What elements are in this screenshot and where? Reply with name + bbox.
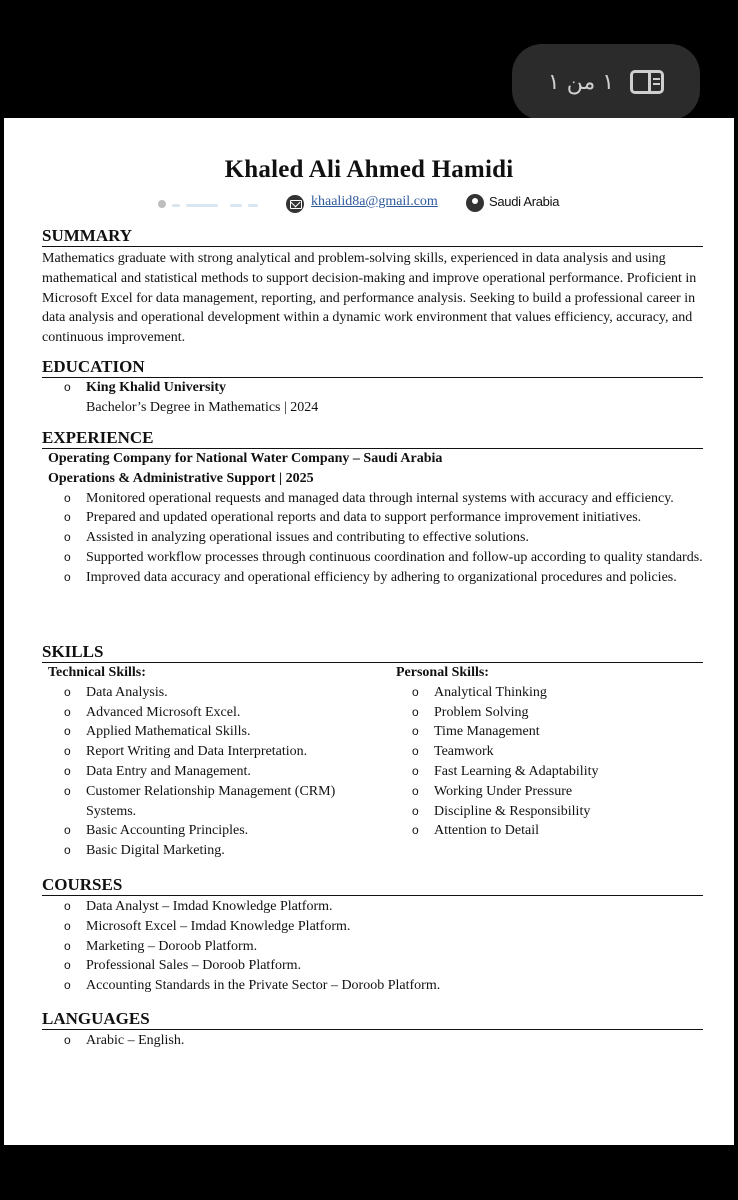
location-text: Saudi Arabia (489, 194, 560, 209)
summary-text: Mathematics graduate with strong analytical and problem-solving skills, experienced in data analysis and using mathematical and statistical methods to support decision-making and improve operational performance. Proficient in Microsoft Excel for data management, reporting, and performance analysis. Seeking to build a professional career in data analysis and operational development within a dynamic work environment that values efficiency, accuracy, and continuous improvement. (42, 251, 697, 346)
list-item: o Microsoft Excel – Imdad Knowledge Platform. (42, 917, 703, 937)
book-pages-icon (630, 70, 664, 94)
list-item: o Analytical Thinking (390, 683, 703, 703)
courses-heading: COURSES (42, 875, 703, 896)
list-item: o Data Analysis. (42, 683, 362, 703)
location-pin-icon (466, 194, 484, 212)
job-role: Operations & Administrative Support | 2025 (48, 470, 314, 486)
list-item: o Customer Relationship Management (CRM) Systems. (42, 782, 362, 822)
languages-heading: LANGUAGES (42, 1009, 703, 1030)
list-item: o Prepared and updated operational reports and data to support performance improvement initiatives. (42, 508, 703, 528)
list-item: o Problem Solving (390, 703, 703, 723)
summary-heading: SUMMARY (42, 226, 703, 247)
technical-skills (42, 663, 362, 861)
education-section (42, 357, 703, 418)
experience-bullets (42, 489, 703, 588)
page-count-text: ١ من ١ (547, 69, 615, 95)
list-item: o Accounting Standards in the Private Sector – Doroob Platform. (42, 976, 703, 996)
list-item: o Fast Learning & Adaptability (390, 762, 703, 782)
list-item: o Professional Sales – Doroob Platform. (42, 956, 703, 976)
list-item (42, 378, 703, 418)
mail-icon (286, 195, 304, 213)
experience-section (42, 428, 703, 588)
list-item: o Applied Mathematical Skills. (42, 722, 362, 742)
list-item: o Supported workflow processes through continuous coordination and follow-up according to quality standards. (42, 548, 703, 568)
list-item: o Advanced Microsoft Excel. (42, 703, 362, 723)
list-item: o Basic Digital Marketing. (42, 841, 362, 861)
list-item: o Data Entry and Management. (42, 762, 362, 782)
list-item: o Basic Accounting Principles. (42, 821, 362, 841)
degree-text: Bachelor’s Degree in Mathematics | 2024 (86, 399, 319, 415)
skills-heading: SKILLS (42, 642, 703, 663)
list-item: o Data Analyst – Imdad Knowledge Platform. (42, 897, 703, 917)
list-item: o Marketing – Doroob Platform. (42, 937, 703, 957)
languages-section (42, 1009, 703, 1051)
experience-heading: EXPERIENCE (42, 428, 703, 449)
resume-page (4, 118, 734, 1145)
list-item: o Discipline & Responsibility (390, 802, 703, 822)
personal-skills (390, 663, 703, 841)
page-indicator[interactable] (512, 44, 700, 120)
courses-section (42, 875, 703, 996)
list-item: o Time Management (390, 722, 703, 742)
skills-section (42, 642, 703, 863)
list-item: o Teamwork (390, 742, 703, 762)
personal-skills-title: Personal Skills: (396, 665, 489, 680)
list-item: o Monitored operational requests and managed data through internal systems with accuracy and efficiency. (42, 489, 703, 509)
email-link[interactable]: khaalid8a@gmail.com (311, 194, 438, 209)
candidate-name: Khaled Ali Ahmed Hamidi (224, 156, 514, 183)
list-item: o Improved data accuracy and operational efficiency by adhering to organizational procedures and policies. (42, 568, 703, 588)
list-item: o Arabic – English. (42, 1031, 703, 1051)
list-item: o Assisted in analyzing operational issues and contributing to effective solutions. (42, 528, 703, 548)
redacted-phone (158, 198, 258, 208)
list-item: o Attention to Detail (390, 821, 703, 841)
summary-section (42, 226, 703, 348)
technical-skills-title: Technical Skills: (48, 665, 146, 680)
education-heading: EDUCATION (42, 357, 703, 378)
contact-line (4, 192, 734, 216)
list-item: o Report Writing and Data Interpretation. (42, 742, 362, 762)
school-name: o King Khalid University (86, 380, 227, 395)
education-list (42, 378, 703, 418)
list-item: o Working Under Pressure (390, 782, 703, 802)
company-name: Operating Company for National Water Company – Saudi Arabia (48, 451, 443, 466)
